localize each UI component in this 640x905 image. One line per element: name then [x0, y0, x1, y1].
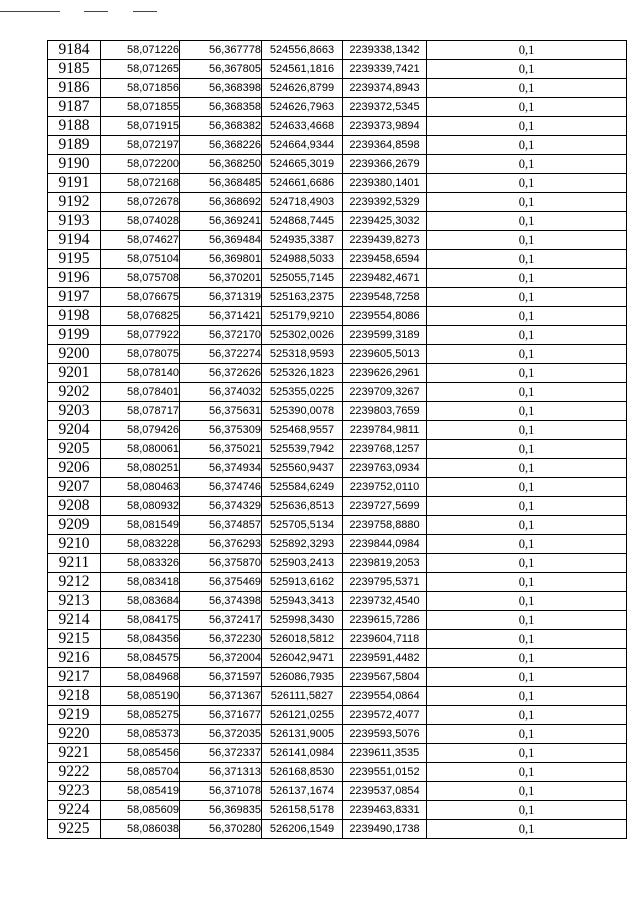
- table-row: [48, 535, 627, 554]
- longitude-cell: 56,368692: [180, 193, 262, 212]
- table-row: [48, 212, 627, 231]
- value-cell: 0,1: [427, 668, 627, 687]
- y-coordinate-cell: 2239763,0934: [343, 459, 427, 478]
- table-row: [48, 269, 627, 288]
- longitude-cell: 56,372035: [180, 725, 262, 744]
- longitude-cell: 56,372417: [180, 611, 262, 630]
- value-cell: 0,1: [427, 459, 627, 478]
- point-number-cell: 9210: [48, 535, 101, 554]
- table-row: [48, 459, 627, 478]
- value-cell: 0,1: [427, 440, 627, 459]
- longitude-cell: 56,374329: [180, 497, 262, 516]
- y-coordinate-cell: 2239439,8273: [343, 231, 427, 250]
- latitude-cell: 58,081549: [101, 516, 180, 535]
- y-coordinate-cell: 2239490,1738: [343, 820, 427, 839]
- value-cell: 0,1: [427, 725, 627, 744]
- table-row: [48, 630, 627, 649]
- table-row: [48, 345, 627, 364]
- point-number-cell: 9225: [48, 820, 101, 839]
- longitude-cell: 56,368250: [180, 155, 262, 174]
- value-cell: 0,1: [427, 763, 627, 782]
- value-cell: 0,1: [427, 41, 627, 60]
- x-coordinate-cell: 524868,7445: [262, 212, 343, 231]
- value-cell: 0,1: [427, 801, 627, 820]
- point-number-cell: 9199: [48, 326, 101, 345]
- x-coordinate-cell: 524664,9344: [262, 136, 343, 155]
- y-coordinate-cell: 2239611,3535: [343, 744, 427, 763]
- latitude-cell: 58,083418: [101, 573, 180, 592]
- longitude-cell: 56,369484: [180, 231, 262, 250]
- value-cell: 0,1: [427, 174, 627, 193]
- y-coordinate-cell: 2239548,7258: [343, 288, 427, 307]
- y-coordinate-cell: 2239819,2053: [343, 554, 427, 573]
- x-coordinate-cell: 525468,9557: [262, 421, 343, 440]
- x-coordinate-cell: 525539,7942: [262, 440, 343, 459]
- longitude-cell: 56,374398: [180, 592, 262, 611]
- value-cell: 0,1: [427, 231, 627, 250]
- x-coordinate-cell: 526137,1674: [262, 782, 343, 801]
- table-row: [48, 250, 627, 269]
- longitude-cell: 56,369801: [180, 250, 262, 269]
- longitude-cell: 56,368485: [180, 174, 262, 193]
- latitude-cell: 58,074627: [101, 231, 180, 250]
- value-cell: 0,1: [427, 326, 627, 345]
- latitude-cell: 58,086038: [101, 820, 180, 839]
- table-row: [48, 307, 627, 326]
- y-coordinate-cell: 2239844,0984: [343, 535, 427, 554]
- value-cell: 0,1: [427, 79, 627, 98]
- point-number-cell: 9206: [48, 459, 101, 478]
- value-cell: 0,1: [427, 421, 627, 440]
- latitude-cell: 58,077922: [101, 326, 180, 345]
- point-number-cell: 9200: [48, 345, 101, 364]
- x-coordinate-cell: 525163,2375: [262, 288, 343, 307]
- value-cell: 0,1: [427, 687, 627, 706]
- table-row: [48, 421, 627, 440]
- x-coordinate-cell: 524988,5033: [262, 250, 343, 269]
- longitude-cell: 56,374934: [180, 459, 262, 478]
- table-row: [48, 364, 627, 383]
- table-row: [48, 174, 627, 193]
- point-number-cell: 9190: [48, 155, 101, 174]
- longitude-cell: 56,371421: [180, 307, 262, 326]
- latitude-cell: 58,078717: [101, 402, 180, 421]
- value-cell: 0,1: [427, 269, 627, 288]
- longitude-cell: 56,372274: [180, 345, 262, 364]
- x-coordinate-cell: 525326,1823: [262, 364, 343, 383]
- longitude-cell: 56,372004: [180, 649, 262, 668]
- y-coordinate-cell: 2239458,6594: [343, 250, 427, 269]
- latitude-cell: 58,075708: [101, 269, 180, 288]
- value-cell: 0,1: [427, 497, 627, 516]
- point-number-cell: 9217: [48, 668, 101, 687]
- longitude-cell: 56,374746: [180, 478, 262, 497]
- y-coordinate-cell: 2239732,4540: [343, 592, 427, 611]
- table-row: [48, 60, 627, 79]
- x-coordinate-cell: 525560,9437: [262, 459, 343, 478]
- y-coordinate-cell: 2239482,4671: [343, 269, 427, 288]
- longitude-cell: 56,368382: [180, 117, 262, 136]
- point-number-cell: 9221: [48, 744, 101, 763]
- table-row: [48, 440, 627, 459]
- point-number-cell: 9208: [48, 497, 101, 516]
- longitude-cell: 56,375469: [180, 573, 262, 592]
- y-coordinate-cell: 2239374,8943: [343, 79, 427, 98]
- table-row: [48, 763, 627, 782]
- table-row: [48, 668, 627, 687]
- x-coordinate-cell: 525913,6162: [262, 573, 343, 592]
- point-number-cell: 9187: [48, 98, 101, 117]
- table-row: [48, 155, 627, 174]
- point-number-cell: 9196: [48, 269, 101, 288]
- table-row: [48, 41, 627, 60]
- y-coordinate-cell: 2239615,7286: [343, 611, 427, 630]
- value-cell: 0,1: [427, 307, 627, 326]
- latitude-cell: 58,076675: [101, 288, 180, 307]
- longitude-cell: 56,371313: [180, 763, 262, 782]
- table-row: [48, 497, 627, 516]
- longitude-cell: 56,371078: [180, 782, 262, 801]
- y-coordinate-cell: 2239554,8086: [343, 307, 427, 326]
- latitude-cell: 58,085456: [101, 744, 180, 763]
- longitude-cell: 56,367778: [180, 41, 262, 60]
- point-number-cell: 9198: [48, 307, 101, 326]
- value-cell: 0,1: [427, 250, 627, 269]
- value-cell: 0,1: [427, 478, 627, 497]
- longitude-cell: 56,372170: [180, 326, 262, 345]
- latitude-cell: 58,071265: [101, 60, 180, 79]
- y-coordinate-cell: 2239604,7118: [343, 630, 427, 649]
- value-cell: 0,1: [427, 212, 627, 231]
- y-coordinate-cell: 2239392,5329: [343, 193, 427, 212]
- latitude-cell: 58,080251: [101, 459, 180, 478]
- x-coordinate-cell: 524661,6686: [262, 174, 343, 193]
- point-number-cell: 9219: [48, 706, 101, 725]
- latitude-cell: 58,085419: [101, 782, 180, 801]
- latitude-cell: 58,084175: [101, 611, 180, 630]
- x-coordinate-cell: 524561,1816: [262, 60, 343, 79]
- scan-artifact-line: [84, 11, 108, 12]
- table-row: [48, 725, 627, 744]
- x-coordinate-cell: 525318,9593: [262, 345, 343, 364]
- y-coordinate-cell: 2239425,3032: [343, 212, 427, 231]
- table-row: [48, 782, 627, 801]
- x-coordinate-cell: 525636,8513: [262, 497, 343, 516]
- x-coordinate-cell: 525055,7145: [262, 269, 343, 288]
- value-cell: 0,1: [427, 611, 627, 630]
- x-coordinate-cell: 524935,3387: [262, 231, 343, 250]
- y-coordinate-cell: 2239567,5804: [343, 668, 427, 687]
- value-cell: 0,1: [427, 820, 627, 839]
- x-coordinate-cell: 525302,0026: [262, 326, 343, 345]
- table-row: [48, 231, 627, 250]
- x-coordinate-cell: 526141,0984: [262, 744, 343, 763]
- y-coordinate-cell: 2239626,2961: [343, 364, 427, 383]
- table-row: [48, 611, 627, 630]
- x-coordinate-cell: 524626,7963: [262, 98, 343, 117]
- point-number-cell: 9205: [48, 440, 101, 459]
- latitude-cell: 58,071915: [101, 117, 180, 136]
- y-coordinate-cell: 2239339,7421: [343, 60, 427, 79]
- latitude-cell: 58,085609: [101, 801, 180, 820]
- longitude-cell: 56,368226: [180, 136, 262, 155]
- longitude-cell: 56,375021: [180, 440, 262, 459]
- latitude-cell: 58,085275: [101, 706, 180, 725]
- latitude-cell: 58,078075: [101, 345, 180, 364]
- longitude-cell: 56,371677: [180, 706, 262, 725]
- point-number-cell: 9186: [48, 79, 101, 98]
- table-row: [48, 79, 627, 98]
- value-cell: 0,1: [427, 573, 627, 592]
- value-cell: 0,1: [427, 155, 627, 174]
- point-number-cell: 9215: [48, 630, 101, 649]
- longitude-cell: 56,372337: [180, 744, 262, 763]
- y-coordinate-cell: 2239551,0152: [343, 763, 427, 782]
- y-coordinate-cell: 2239366,2679: [343, 155, 427, 174]
- longitude-cell: 56,371367: [180, 687, 262, 706]
- latitude-cell: 58,084968: [101, 668, 180, 687]
- table-row: [48, 402, 627, 421]
- point-number-cell: 9189: [48, 136, 101, 155]
- latitude-cell: 58,085704: [101, 763, 180, 782]
- y-coordinate-cell: 2239784,9811: [343, 421, 427, 440]
- y-coordinate-cell: 2239605,5013: [343, 345, 427, 364]
- latitude-cell: 58,071855: [101, 98, 180, 117]
- longitude-cell: 56,375309: [180, 421, 262, 440]
- y-coordinate-cell: 2239709,3267: [343, 383, 427, 402]
- y-coordinate-cell: 2239591,4482: [343, 649, 427, 668]
- longitude-cell: 56,376293: [180, 535, 262, 554]
- latitude-cell: 58,080061: [101, 440, 180, 459]
- latitude-cell: 58,072678: [101, 193, 180, 212]
- latitude-cell: 58,084356: [101, 630, 180, 649]
- x-coordinate-cell: 525998,3430: [262, 611, 343, 630]
- table-row: [48, 554, 627, 573]
- table-row: [48, 687, 627, 706]
- x-coordinate-cell: 525390,0078: [262, 402, 343, 421]
- y-coordinate-cell: 2239572,4077: [343, 706, 427, 725]
- y-coordinate-cell: 2239463,8331: [343, 801, 427, 820]
- value-cell: 0,1: [427, 402, 627, 421]
- longitude-cell: 56,371319: [180, 288, 262, 307]
- point-number-cell: 9185: [48, 60, 101, 79]
- longitude-cell: 56,369835: [180, 801, 262, 820]
- longitude-cell: 56,372626: [180, 364, 262, 383]
- value-cell: 0,1: [427, 630, 627, 649]
- x-coordinate-cell: 526206,1549: [262, 820, 343, 839]
- value-cell: 0,1: [427, 782, 627, 801]
- table-row: [48, 117, 627, 136]
- table-row: [48, 136, 627, 155]
- table-row: [48, 649, 627, 668]
- y-coordinate-cell: 2239338,1342: [343, 41, 427, 60]
- point-number-cell: 9212: [48, 573, 101, 592]
- value-cell: 0,1: [427, 117, 627, 136]
- point-number-cell: 9204: [48, 421, 101, 440]
- y-coordinate-cell: 2239380,1401: [343, 174, 427, 193]
- longitude-cell: 56,371597: [180, 668, 262, 687]
- latitude-cell: 58,076825: [101, 307, 180, 326]
- table-row: [48, 516, 627, 535]
- value-cell: 0,1: [427, 98, 627, 117]
- y-coordinate-cell: 2239373,9894: [343, 117, 427, 136]
- y-coordinate-cell: 2239593,5076: [343, 725, 427, 744]
- x-coordinate-cell: 526111,5827: [262, 687, 343, 706]
- table-row: [48, 288, 627, 307]
- x-coordinate-cell: 525892,3293: [262, 535, 343, 554]
- latitude-cell: 58,080932: [101, 497, 180, 516]
- value-cell: 0,1: [427, 345, 627, 364]
- table-row: [48, 801, 627, 820]
- y-coordinate-cell: 2239768,1257: [343, 440, 427, 459]
- x-coordinate-cell: 524665,3019: [262, 155, 343, 174]
- value-cell: 0,1: [427, 592, 627, 611]
- y-coordinate-cell: 2239554,0864: [343, 687, 427, 706]
- point-number-cell: 9203: [48, 402, 101, 421]
- x-coordinate-cell: 524556,8663: [262, 41, 343, 60]
- table-row: [48, 820, 627, 839]
- latitude-cell: 58,072197: [101, 136, 180, 155]
- longitude-cell: 56,368398: [180, 79, 262, 98]
- point-number-cell: 9193: [48, 212, 101, 231]
- y-coordinate-cell: 2239803,7659: [343, 402, 427, 421]
- longitude-cell: 56,367805: [180, 60, 262, 79]
- point-number-cell: 9211: [48, 554, 101, 573]
- point-number-cell: 9224: [48, 801, 101, 820]
- value-cell: 0,1: [427, 288, 627, 307]
- y-coordinate-cell: 2239727,5699: [343, 497, 427, 516]
- point-number-cell: 9184: [48, 41, 101, 60]
- y-coordinate-cell: 2239537,0854: [343, 782, 427, 801]
- x-coordinate-cell: 526168,8530: [262, 763, 343, 782]
- longitude-cell: 56,375631: [180, 402, 262, 421]
- latitude-cell: 58,085373: [101, 725, 180, 744]
- x-coordinate-cell: 524626,8799: [262, 79, 343, 98]
- point-number-cell: 9209: [48, 516, 101, 535]
- value-cell: 0,1: [427, 516, 627, 535]
- longitude-cell: 56,370201: [180, 269, 262, 288]
- latitude-cell: 58,072200: [101, 155, 180, 174]
- x-coordinate-cell: 526086,7935: [262, 668, 343, 687]
- point-number-cell: 9191: [48, 174, 101, 193]
- y-coordinate-cell: 2239599,3189: [343, 326, 427, 345]
- x-coordinate-cell: 525705,5134: [262, 516, 343, 535]
- longitude-cell: 56,372230: [180, 630, 262, 649]
- latitude-cell: 58,084575: [101, 649, 180, 668]
- x-coordinate-cell: 526131,9005: [262, 725, 343, 744]
- value-cell: 0,1: [427, 535, 627, 554]
- point-number-cell: 9202: [48, 383, 101, 402]
- table-row: [48, 573, 627, 592]
- coordinates-table: [47, 40, 627, 839]
- latitude-cell: 58,071856: [101, 79, 180, 98]
- coordinates-table-body: [48, 41, 627, 839]
- table-row: [48, 383, 627, 402]
- point-number-cell: 9220: [48, 725, 101, 744]
- latitude-cell: 58,079426: [101, 421, 180, 440]
- latitude-cell: 58,083228: [101, 535, 180, 554]
- table-row: [48, 592, 627, 611]
- x-coordinate-cell: 525943,3413: [262, 592, 343, 611]
- point-number-cell: 9207: [48, 478, 101, 497]
- table-row: [48, 193, 627, 212]
- x-coordinate-cell: 525355,0225: [262, 383, 343, 402]
- point-number-cell: 9216: [48, 649, 101, 668]
- point-number-cell: 9188: [48, 117, 101, 136]
- x-coordinate-cell: 525584,6249: [262, 478, 343, 497]
- table-row: [48, 98, 627, 117]
- point-number-cell: 9192: [48, 193, 101, 212]
- x-coordinate-cell: 524718,4903: [262, 193, 343, 212]
- scan-artifact-line: [0, 11, 60, 12]
- latitude-cell: 58,085190: [101, 687, 180, 706]
- point-number-cell: 9218: [48, 687, 101, 706]
- value-cell: 0,1: [427, 744, 627, 763]
- x-coordinate-cell: 526042,9471: [262, 649, 343, 668]
- point-number-cell: 9197: [48, 288, 101, 307]
- longitude-cell: 56,375870: [180, 554, 262, 573]
- point-number-cell: 9194: [48, 231, 101, 250]
- longitude-cell: 56,368358: [180, 98, 262, 117]
- y-coordinate-cell: 2239364,8598: [343, 136, 427, 155]
- latitude-cell: 58,078140: [101, 364, 180, 383]
- value-cell: 0,1: [427, 706, 627, 725]
- latitude-cell: 58,074028: [101, 212, 180, 231]
- x-coordinate-cell: 525179,9210: [262, 307, 343, 326]
- scan-artifact-line: [133, 11, 157, 12]
- latitude-cell: 58,080463: [101, 478, 180, 497]
- x-coordinate-cell: 524633,4668: [262, 117, 343, 136]
- table-row: [48, 744, 627, 763]
- point-number-cell: 9201: [48, 364, 101, 383]
- y-coordinate-cell: 2239752,0110: [343, 478, 427, 497]
- point-number-cell: 9195: [48, 250, 101, 269]
- longitude-cell: 56,369241: [180, 212, 262, 231]
- table-row: [48, 326, 627, 345]
- table-row: [48, 478, 627, 497]
- value-cell: 0,1: [427, 60, 627, 79]
- latitude-cell: 58,083684: [101, 592, 180, 611]
- latitude-cell: 58,072168: [101, 174, 180, 193]
- table-row: [48, 706, 627, 725]
- longitude-cell: 56,370280: [180, 820, 262, 839]
- point-number-cell: 9222: [48, 763, 101, 782]
- y-coordinate-cell: 2239758,8880: [343, 516, 427, 535]
- value-cell: 0,1: [427, 383, 627, 402]
- point-number-cell: 9223: [48, 782, 101, 801]
- latitude-cell: 58,075104: [101, 250, 180, 269]
- y-coordinate-cell: 2239795,5371: [343, 573, 427, 592]
- value-cell: 0,1: [427, 649, 627, 668]
- longitude-cell: 56,374032: [180, 383, 262, 402]
- value-cell: 0,1: [427, 554, 627, 573]
- point-number-cell: 9214: [48, 611, 101, 630]
- value-cell: 0,1: [427, 364, 627, 383]
- longitude-cell: 56,374857: [180, 516, 262, 535]
- x-coordinate-cell: 525903,2413: [262, 554, 343, 573]
- x-coordinate-cell: 526018,5812: [262, 630, 343, 649]
- value-cell: 0,1: [427, 136, 627, 155]
- x-coordinate-cell: 526158,5178: [262, 801, 343, 820]
- latitude-cell: 58,083326: [101, 554, 180, 573]
- y-coordinate-cell: 2239372,5345: [343, 98, 427, 117]
- point-number-cell: 9213: [48, 592, 101, 611]
- latitude-cell: 58,071226: [101, 41, 180, 60]
- latitude-cell: 58,078401: [101, 383, 180, 402]
- value-cell: 0,1: [427, 193, 627, 212]
- x-coordinate-cell: 526121,0255: [262, 706, 343, 725]
